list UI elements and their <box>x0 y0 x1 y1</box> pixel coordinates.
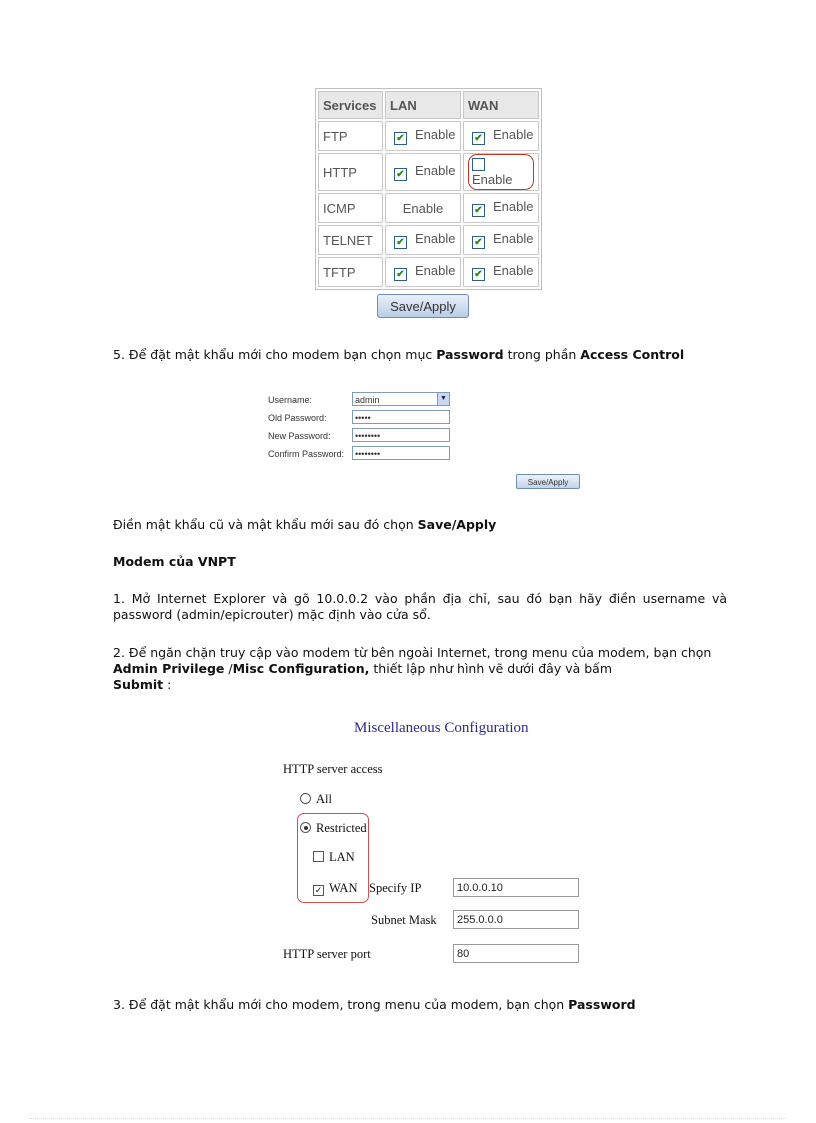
lan-enable-label: Enable <box>415 231 456 246</box>
checkbox-wan[interactable]: ✓ <box>314 885 323 895</box>
wan-enable-label: Enable <box>493 127 534 142</box>
old-password-row <box>268 410 458 426</box>
lan-cell <box>385 153 461 191</box>
option-lan-label: LAN <box>329 850 355 864</box>
header-lan: LAN <box>385 91 461 119</box>
service-name: TFTP <box>318 257 383 287</box>
after-form-bold: Save/Apply <box>417 517 497 532</box>
table-row <box>318 153 539 191</box>
step2-text-c: thiết lập như hình vẽ dưới đây và bấm <box>369 661 613 676</box>
wan-checkbox[interactable] <box>472 158 485 171</box>
lan-cell <box>385 257 461 287</box>
http-port-label: HTTP server port <box>283 947 371 961</box>
new-password-input[interactable]: •••••••• <box>352 428 450 442</box>
username-row <box>268 392 458 408</box>
username-value: admin <box>355 395 380 405</box>
chevron-down-icon[interactable]: ▼ <box>437 393 449 405</box>
lan-cell <box>385 193 461 223</box>
table-header-row <box>318 91 539 119</box>
wan-enable-label: Enable <box>493 263 534 278</box>
wan-checkbox[interactable]: ✔ <box>472 268 485 281</box>
step2-paragraph <box>113 645 727 693</box>
wan-cell <box>463 153 539 191</box>
username-label: Username: <box>268 395 313 405</box>
header-wan: WAN <box>463 91 539 119</box>
http-access-label: HTTP server access <box>283 762 383 776</box>
option-all <box>300 792 332 807</box>
option-restricted-label: Restricted <box>316 821 367 835</box>
option-all-label: All <box>316 792 332 806</box>
services-table-figure <box>315 88 542 290</box>
option-wan-label: WAN <box>329 881 358 895</box>
step3-bold-password: Password <box>568 997 636 1012</box>
highlight-box <box>297 813 369 903</box>
lan-checkbox[interactable]: ✔ <box>394 268 407 281</box>
after-form-paragraph <box>113 517 496 533</box>
highlight-circle <box>468 154 534 190</box>
table-row <box>318 121 539 151</box>
step2-bold-submit: Submit <box>113 677 164 692</box>
wan-enable-label: Enable <box>493 231 534 246</box>
page-bottom-divider <box>30 1118 786 1119</box>
step2-text-d: : <box>163 677 172 692</box>
old-password-label: Old Password: <box>268 413 327 423</box>
new-password-row <box>268 428 458 444</box>
services-table <box>315 88 542 290</box>
subnet-mask-input[interactable]: 255.0.0.0 <box>453 910 579 929</box>
step1-paragraph: 1. Mở Internet Explorer và gõ 10.0.0.2 vào phần địa chỉ, sau đó bạn hãy điền username và password (admin/epicrouter) mặc định vào cửa sổ. <box>113 591 727 622</box>
wan-cell <box>463 193 539 223</box>
step2-text-a: 2. Để ngăn chặn truy cập vào modem từ bên ngoài Internet, trong menu của modem, bạn chọn <box>113 645 712 660</box>
step5-bold-access-control: Access Control <box>580 347 685 362</box>
wan-cell <box>463 257 539 287</box>
lan-enable-label: Enable <box>415 263 456 278</box>
table-row <box>318 225 539 255</box>
wan-enable-label: Enable <box>472 172 513 187</box>
step2-bold-misc: Misc Configuration, <box>232 661 370 676</box>
wan-checkbox[interactable]: ✔ <box>472 132 485 145</box>
service-name: ICMP <box>318 193 383 223</box>
http-port-input[interactable]: 80 <box>453 944 579 963</box>
table-row <box>318 193 539 223</box>
wan-checkbox[interactable]: ✔ <box>472 236 485 249</box>
step5-number: 5. <box>113 347 125 362</box>
step2-text-b: / <box>224 661 233 676</box>
new-password-label: New Password: <box>268 431 331 441</box>
step5-paragraph <box>113 347 753 363</box>
radio-all[interactable] <box>300 793 311 804</box>
confirm-password-row <box>268 446 458 462</box>
step3-paragraph <box>113 997 636 1013</box>
service-name: HTTP <box>318 153 383 191</box>
lan-checkbox[interactable]: ✔ <box>394 168 407 181</box>
lan-checkbox[interactable]: ✔ <box>394 132 407 145</box>
confirm-password-input[interactable]: •••••••• <box>352 446 450 460</box>
step5-text-b: trong phần <box>503 347 581 362</box>
wan-checkbox[interactable]: ✔ <box>472 204 485 217</box>
lan-enable-label: Enable <box>415 163 456 178</box>
subnet-mask-label: Subnet Mask <box>371 913 437 927</box>
step2-bold-admin: Admin Privilege <box>113 661 225 676</box>
password-save-apply-button[interactable]: Save/Apply <box>516 474 580 489</box>
service-name: FTP <box>318 121 383 151</box>
after-form-text: Điền mật khẩu cũ và mật khẩu mới sau đó chọn <box>113 517 418 532</box>
specify-ip-label: Specify IP <box>369 881 422 895</box>
table-row <box>318 257 539 287</box>
specify-ip-input[interactable]: 10.0.0.10 <box>453 878 579 897</box>
step3-text: 3. Để đặt mật khẩu mới cho modem, trong menu của modem, bạn chọn <box>113 997 569 1012</box>
lan-cell <box>385 121 461 151</box>
wan-cell <box>463 121 539 151</box>
save-apply-button[interactable]: Save/Apply <box>377 294 469 318</box>
service-name: TELNET <box>318 225 383 255</box>
confirm-password-label: Confirm Password: <box>268 449 345 459</box>
lan-enable-label: Enable <box>415 127 456 142</box>
username-select[interactable] <box>352 392 450 406</box>
step5-bold-password: Password <box>436 347 504 362</box>
old-password-input[interactable]: ••••• <box>352 410 450 424</box>
header-services: Services <box>318 91 383 119</box>
lan-cell <box>385 225 461 255</box>
wan-cell <box>463 225 539 255</box>
lan-checkbox[interactable]: ✔ <box>394 236 407 249</box>
lan-enable-label: Enable <box>402 200 444 216</box>
vnpt-heading: Modem của VNPT <box>113 554 236 569</box>
misc-config-title: Miscellaneous Configuration <box>354 720 529 736</box>
wan-enable-label: Enable <box>493 199 534 214</box>
step5-text-a: Để đặt mật khẩu mới cho modem bạn chọn mục <box>128 347 437 362</box>
